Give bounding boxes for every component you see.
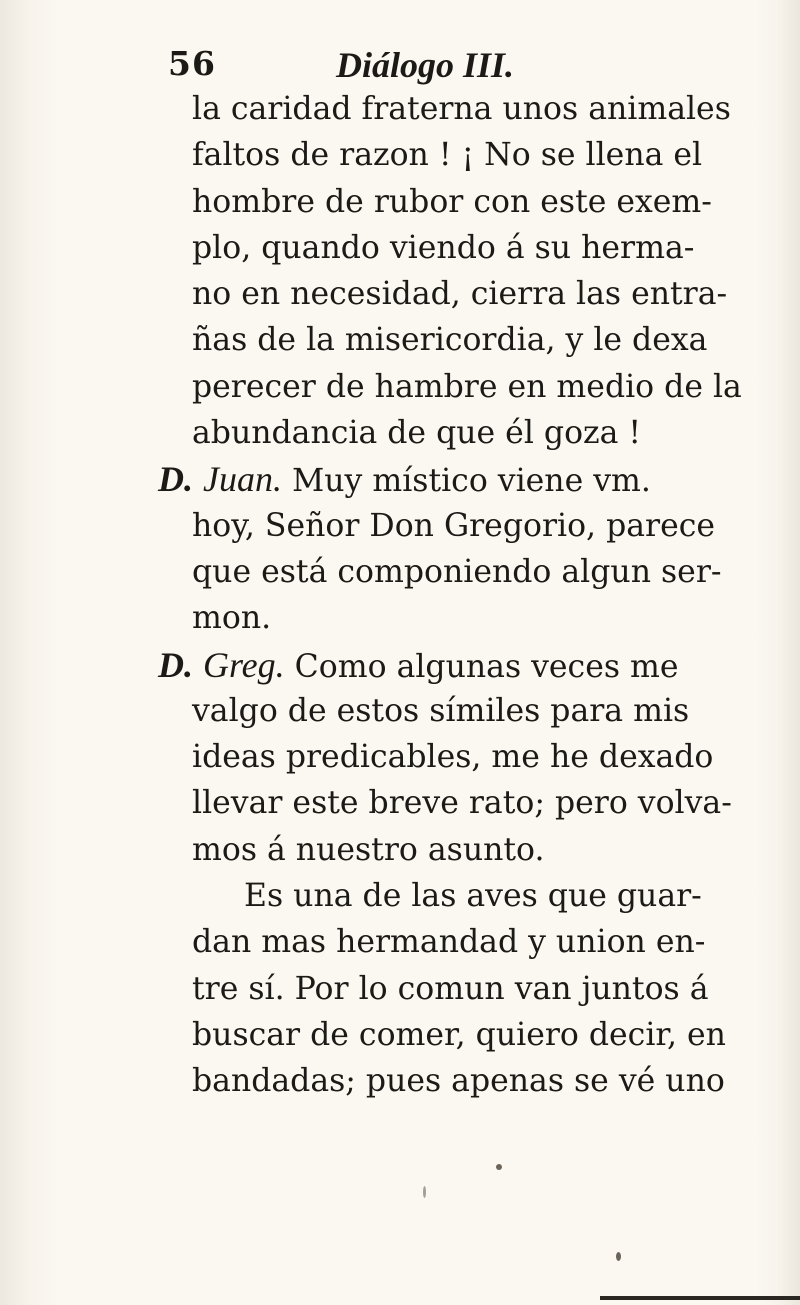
page-number: 56 (168, 44, 216, 83)
dialogue-text: Como algunas veces me (294, 648, 679, 685)
text-line: hoy, Señor Don Gregorio, parece (192, 507, 715, 544)
paragraph-first-line: Es una de las aves que guar- (244, 878, 702, 915)
text-line: plo, quando viendo á su herma- (192, 229, 695, 266)
text-line: hombre de rubor con este exem- (192, 183, 712, 220)
ink-speck (423, 1186, 426, 1198)
body-text (158, 86, 748, 1105)
text-line: que está componiendo algun ser- (192, 553, 722, 590)
speaker-name: Greg. (203, 644, 285, 685)
text-line: abundancia de que él goza ! (192, 415, 642, 452)
text-line: mos á nuestro asunto. (192, 831, 545, 868)
running-head (168, 44, 728, 90)
text-line: faltos de razon ! ¡ No se llena el (192, 137, 703, 174)
speaker-mark: D. (158, 644, 193, 685)
speaker-mark: D. (158, 459, 193, 500)
bottom-edge-rule (600, 1296, 800, 1300)
running-title: Diálogo III. (336, 45, 515, 85)
text-line: tre sí. Por lo comun van juntos á (192, 970, 709, 1007)
text-line: ñas de la misericordia, y le dexa (192, 322, 708, 359)
dialogue-line-greg (158, 642, 748, 688)
text-line: perecer de hambre en medio de la (192, 368, 742, 405)
text-line: bandadas; pues apenas se vé uno (192, 1063, 725, 1100)
text-line: dan mas hermandad y union en- (192, 924, 706, 961)
dialogue-text: Muy místico viene vm. (291, 463, 651, 500)
text-line: mon. (192, 600, 272, 637)
text-line: ideas predicables, me he dexado (192, 739, 714, 776)
dialogue-line-juan (158, 456, 748, 502)
text-line: llevar este breve rato; pero volva- (192, 785, 732, 822)
text-line: buscar de comer, quiero decir, en (192, 1016, 726, 1053)
text-line: la caridad fraterna unos animales (192, 91, 731, 127)
text-line: no en necesidad, cierra las entra- (192, 276, 728, 313)
ink-speck (496, 1164, 502, 1170)
text-line: valgo de estos símiles para mis (192, 692, 690, 729)
speaker-name: Juan. (203, 459, 282, 500)
ink-speck (616, 1252, 621, 1261)
